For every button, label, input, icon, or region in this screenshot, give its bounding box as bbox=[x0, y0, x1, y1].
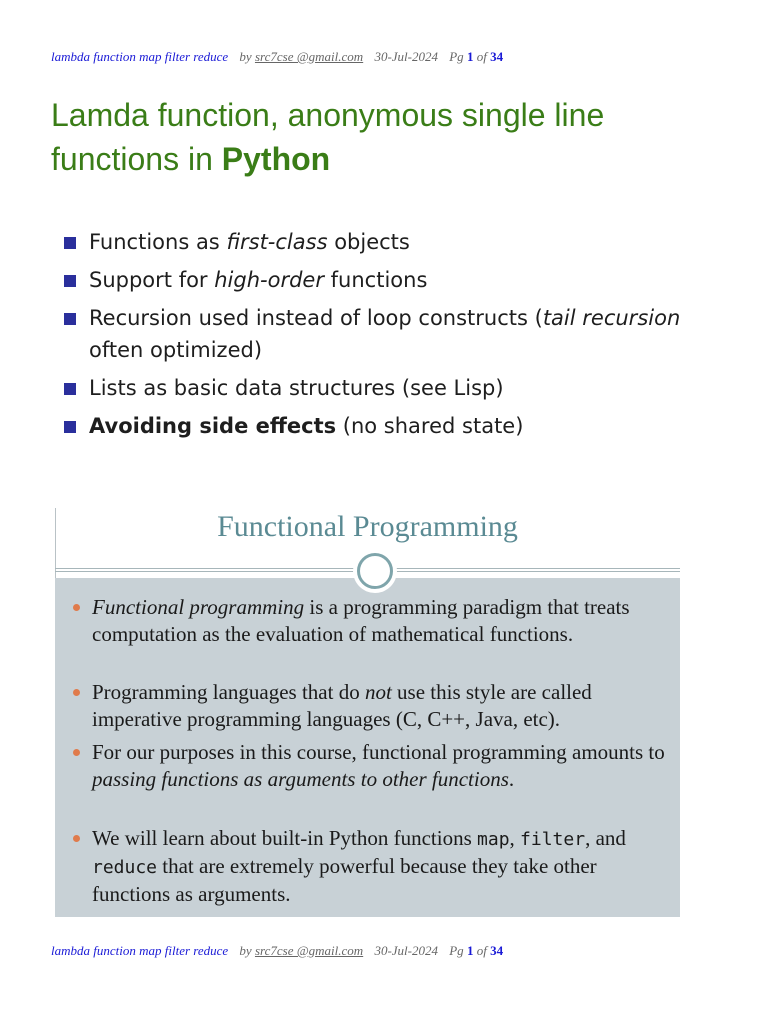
slide-bullet bbox=[92, 679, 672, 733]
footer-date: 30-Jul-2024 bbox=[374, 943, 438, 958]
list-item-text: Support for bbox=[89, 268, 215, 292]
slide-bullet-text: For our purposes in this course, functional programming amounts to bbox=[92, 740, 665, 764]
header-date: 30-Jul-2024 bbox=[374, 49, 438, 64]
header-email-link[interactable]: src7cse @gmail.com bbox=[254, 49, 364, 64]
page-header bbox=[51, 49, 503, 65]
slide-bullet-emphasis: passing functions as arguments to other functions bbox=[92, 767, 509, 791]
square-bullet-icon bbox=[64, 313, 76, 325]
footer-by: by bbox=[239, 943, 252, 958]
footer-doc-title[interactable]: lambda function map filter reduce bbox=[51, 943, 229, 958]
title-line-2 bbox=[51, 137, 731, 181]
list-item bbox=[62, 410, 702, 442]
header-by: by bbox=[239, 49, 252, 64]
slide-bullet-text: and bbox=[590, 826, 626, 850]
list-item-strong: Avoiding side effects bbox=[89, 414, 337, 438]
list-item bbox=[62, 264, 702, 296]
header-page-number: 1 bbox=[466, 49, 474, 64]
features-list bbox=[62, 226, 702, 448]
code-reduce: reduce bbox=[92, 857, 158, 878]
square-bullet-icon bbox=[64, 383, 76, 395]
square-bullet-icon bbox=[64, 421, 76, 433]
footer-of-label: of bbox=[476, 943, 487, 958]
list-item-text: often optimized) bbox=[89, 338, 263, 362]
slide-content-panel bbox=[55, 578, 680, 917]
slide-bullet bbox=[92, 825, 672, 908]
header-total-pages: 34 bbox=[490, 49, 504, 64]
embedded-slide bbox=[55, 508, 680, 917]
ring-ornament-icon bbox=[357, 553, 393, 589]
slide-bullet-text: , bbox=[585, 826, 591, 850]
dot-bullet-icon bbox=[73, 835, 80, 842]
square-bullet-icon bbox=[64, 275, 76, 287]
list-item-text: Functions as bbox=[89, 230, 227, 254]
slide-title: Functional Programming bbox=[217, 510, 518, 543]
page-footer bbox=[51, 943, 503, 959]
slide-bullet-emphasis: not bbox=[364, 680, 392, 704]
slide-bullet-text: . bbox=[508, 767, 515, 791]
title-line-2-prefix: functions in bbox=[51, 141, 222, 177]
title-python: Python bbox=[221, 141, 331, 177]
list-item bbox=[62, 372, 702, 404]
header-pg-label: Pg bbox=[449, 49, 464, 64]
list-item bbox=[62, 226, 702, 258]
list-item-text: Recursion used instead of loop constructs ( bbox=[89, 306, 543, 330]
footer-pg-label: Pg bbox=[449, 943, 464, 958]
dot-bullet-icon bbox=[73, 689, 80, 696]
slide-bullet-text: Programming languages that do bbox=[92, 680, 365, 704]
list-item-text: (no shared state) bbox=[336, 414, 524, 438]
slide-bullet-text: use this style are called imperative programming languages (C, C++, Java, etc). bbox=[92, 680, 592, 731]
dot-bullet-icon bbox=[73, 604, 80, 611]
square-bullet-icon bbox=[64, 237, 76, 249]
header-of-label: of bbox=[476, 49, 487, 64]
slide-bullet-text: , bbox=[509, 826, 521, 850]
code-filter: filter bbox=[520, 829, 586, 850]
slide-bullet-text: is a programming paradigm that treats computation as the evaluation of mathematical functions. bbox=[92, 595, 630, 646]
dot-bullet-icon bbox=[73, 749, 80, 756]
list-item-text: functions bbox=[323, 268, 428, 292]
slide-bullet-text: that are extremely powerful because they take other functions as arguments. bbox=[92, 854, 597, 906]
footer-email-link[interactable]: src7cse @gmail.com bbox=[254, 943, 364, 958]
slide-bullet bbox=[92, 594, 672, 648]
list-item-emphasis: first-class bbox=[226, 230, 328, 254]
footer-page-number: 1 bbox=[466, 943, 474, 958]
list-item-text: Lists as basic data structures (see Lisp) bbox=[89, 376, 504, 400]
page-title bbox=[51, 93, 731, 181]
slide-bullet-emphasis: Functional programming bbox=[92, 595, 305, 619]
code-map: map bbox=[477, 829, 510, 850]
list-item-text: objects bbox=[327, 230, 410, 254]
slide-bullet-text: We will learn about built-in Python functions bbox=[92, 826, 478, 850]
list-item bbox=[62, 302, 702, 366]
list-item-emphasis: high-order bbox=[214, 268, 324, 292]
header-doc-title[interactable]: lambda function map filter reduce bbox=[51, 49, 229, 64]
list-item-emphasis: tail recursion bbox=[542, 306, 681, 330]
footer-total-pages: 34 bbox=[490, 943, 504, 958]
title-line-1: Lamda function, anonymous single line bbox=[51, 97, 605, 133]
slide-bullet bbox=[92, 739, 672, 793]
